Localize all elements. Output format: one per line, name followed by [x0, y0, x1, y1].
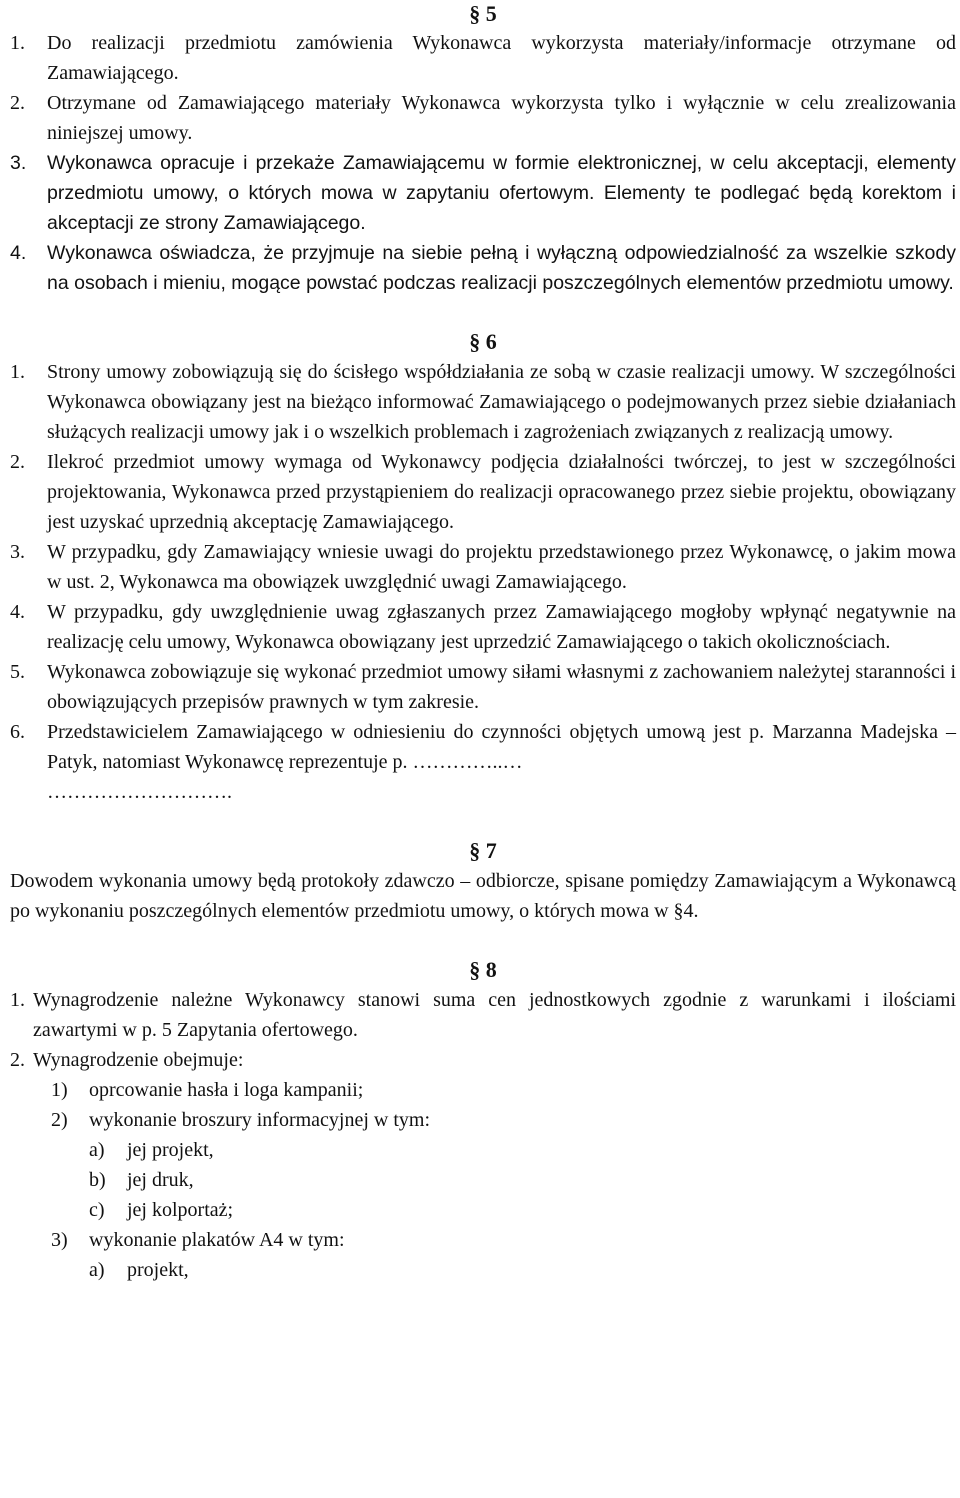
s6-item-5 [10, 657, 956, 717]
sub-number: 2) [51, 1109, 68, 1131]
item-text: Wykonawca oświadcza, że przyjmuje na siebie pełną i wyłączną odpowiedzialność za wszelkie szkody na osobach i mieniu, mogące powstać podczas realizacji poszczególnych elementów przedmiotu umowy. [47, 242, 956, 294]
sub-number: 1) [51, 1079, 68, 1101]
item-number: 2. [10, 1049, 25, 1071]
item-text: Strony umowy zobowiązują się do ścisłego współdziałania ze sobą w czasie realizacji umowy. W szczególności Wykonawca obowiązany jest na bieżąco informować Zamawiającego o podejmowanych przez siebie działaniach służących realizacji umowy jak i o wszelkich problemach i zagrożeniach związanych z realizacją umowy. [47, 361, 956, 443]
s7-text: Dowodem wykonania umowy będą protokoły zdawczo – odbiorcze, spisane pomiędzy Zamawiającym a Wykonawcą po wykonaniu poszczególnych elementów przedmiotu umowy, o których mowa w §4. [10, 870, 956, 922]
sub-letter: c) [89, 1199, 105, 1221]
sub-letter: a) [89, 1139, 105, 1161]
s5-item-4 [10, 238, 956, 298]
item-number: 5. [10, 661, 25, 683]
s6-item-3 [10, 537, 956, 597]
s5-item-3 [10, 148, 956, 238]
item-text: Ilekroć przedmiot umowy wymaga od Wykonawcy podjęcia działalności twórczej, to jest w szczególności projektowania, Wykonawca przed przystąpieniem do realizacji opracowanego przez siebie projektu, obowiązany jest uzyskać uprzednią akceptację Zamawiającego. [47, 451, 956, 533]
sub-text: wykonanie broszury informacyjnej w tym: [89, 1109, 431, 1131]
item-number: 3. [10, 152, 27, 174]
item-text: Wynagrodzenie obejmuje: [33, 1049, 244, 1071]
s6-item-2 [10, 447, 956, 537]
sub-letter: a) [89, 1259, 105, 1281]
s8-sub-2c [10, 1195, 956, 1225]
representative-dots: ………………………. [47, 781, 232, 803]
sub-text: jej projekt, [127, 1139, 214, 1161]
section-6-heading: § 6 [469, 329, 497, 354]
item-number: 2. [10, 451, 25, 473]
s8-sub-3a [10, 1255, 956, 1285]
s5-item-2 [10, 88, 956, 148]
item-text: W przypadku, gdy Zamawiający wniesie uwagi do projektu przedstawionego przez Wykonawcę, o jakim mowa w ust. 2, Wykonawca ma obowiązek uwzględnić uwagi Zamawiającego. [47, 541, 956, 593]
item-number: 4. [10, 601, 25, 623]
sub-letter: b) [89, 1169, 106, 1191]
s8-sub-2b [10, 1165, 956, 1195]
sub-text: projekt, [127, 1259, 189, 1281]
s8-sub-2a [10, 1135, 956, 1165]
item-text: Wykonawca opracuje i przekaże Zamawiającemu w formie elektronicznej, w celu akceptacji, elementy przedmiotu umowy, o których mowa w zapytaniu ofertowym. Elementy te podlegać będą korektom i akceptacji ze strony Zamawiającego. [47, 152, 956, 234]
section-8-heading: § 8 [469, 957, 497, 982]
item-text: Wykonawca zobowiązuje się wykonać przedmiot umowy siłami własnymi z zachowaniem należytej staranności i obowiązujących przepisów prawnych w tym zakresie. [47, 661, 956, 713]
item-text: Otrzymane od Zamawiającego materiały Wykonawca wykorzysta tylko i wyłącznie w celu zrealizowania niniejszej umowy. [47, 92, 956, 144]
item-text: W przypadku, gdy uwzględnienie uwag zgłaszanych przez Zamawiającego mogłoby wpłynąć negatywnie na realizację celu umowy, Wykonawca obowiązany jest uprzedzić Zamawiającego o takich okolicznościach. [47, 601, 956, 653]
item-number: 1. [10, 989, 25, 1011]
s5-item-1 [10, 28, 956, 88]
item-number: 1. [10, 361, 25, 383]
s8-sub-3 [10, 1225, 956, 1255]
s6-item-6 [10, 717, 956, 777]
item-number: 2. [10, 92, 25, 114]
s8-item-1 [10, 985, 956, 1045]
sub-text: oprcowanie hasła i loga kampanii; [89, 1079, 364, 1101]
item-text: Do realizacji przedmiotu zamówienia Wykonawca wykorzysta materiały/informacje otrzymane od Zamawiającego. [47, 32, 956, 84]
s8-item-2 [10, 1045, 956, 1075]
sub-text: jej kolportaż; [127, 1199, 234, 1221]
item-number: 6. [10, 721, 25, 743]
item-number: 1. [10, 32, 25, 54]
sub-number: 3) [51, 1229, 68, 1251]
item-text: Wynagrodzenie należne Wykonawcy stanowi suma cen jednostkowych zgodnie z warunkami i ilościami zawartymi w p. 5 Zapytania ofertowego. [33, 989, 956, 1041]
item-number: 3. [10, 541, 25, 563]
s6-item-4 [10, 597, 956, 657]
s8-sub-2 [10, 1105, 956, 1135]
item-number: 4. [10, 242, 27, 264]
sub-text: jej druk, [127, 1169, 194, 1191]
section-5-heading: § 5 [469, 1, 497, 26]
s8-sub-1 [10, 1075, 956, 1105]
s6-item-1 [10, 357, 956, 447]
item-text: Przedstawicielem Zamawiającego w odniesieniu do czynności objętych umową jest p. Marzanna Madejska – Patyk, natomiast Wykonawcę reprezentuje p. …………..… [47, 721, 956, 773]
section-7-heading: § 7 [469, 838, 497, 863]
sub-text: wykonanie plakatów A4 w tym: [89, 1229, 345, 1251]
